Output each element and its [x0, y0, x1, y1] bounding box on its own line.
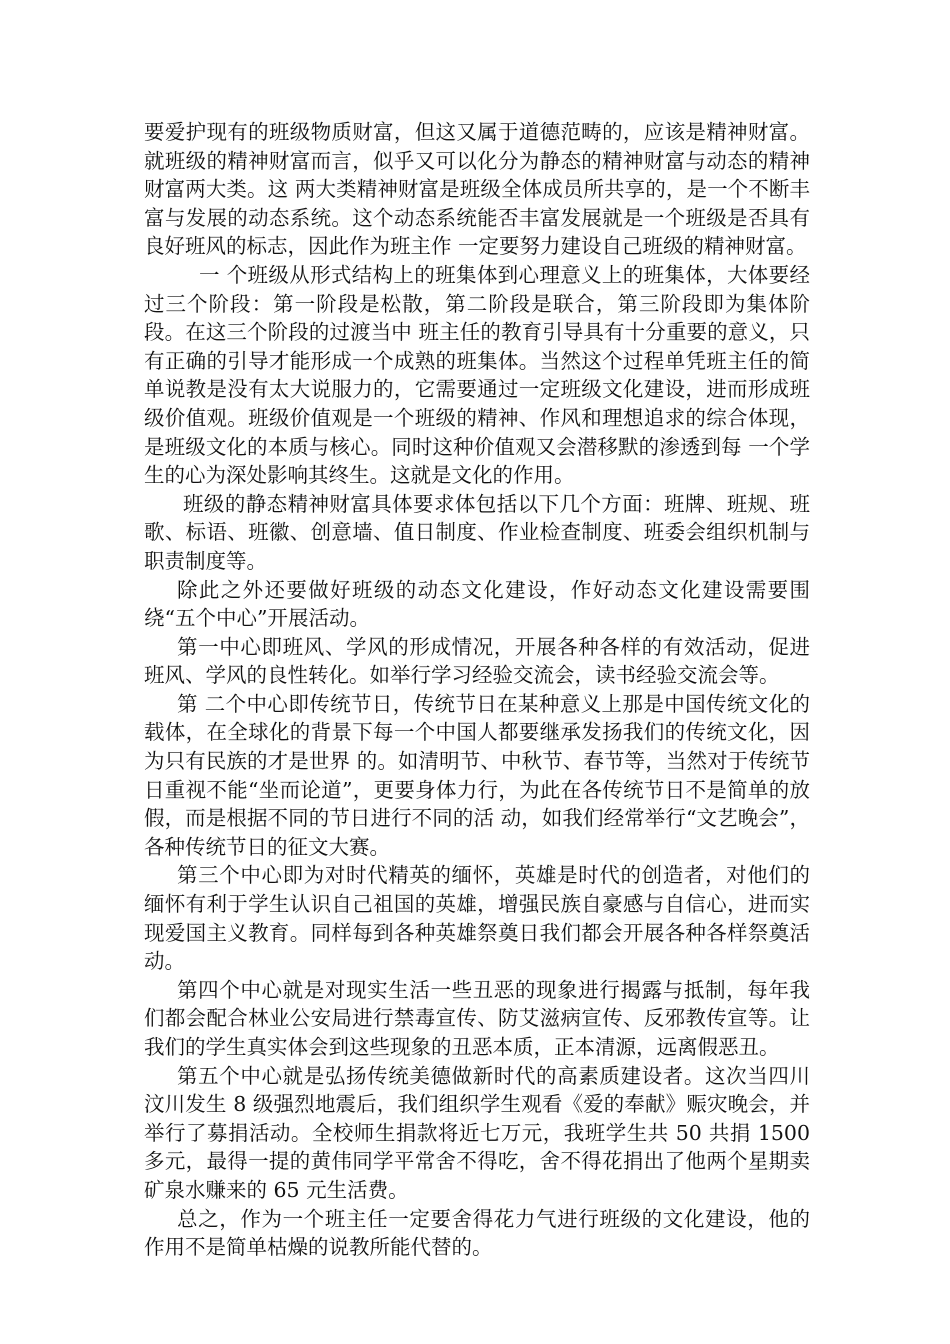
paragraph-class-stages: 一 个班级从形式结构上的班集体到心理意义上的班集体，大体要经过三个阶段：第一阶段是松散，第二阶段是联合，第三阶段即为集体阶段。在这三个阶段的过渡当中 班主任的教育引导具有十分重要的意义，只有正确的引导才能形成一个成熟的班集体。当然这个过程单凭班主任的简单说教是没有太大说服力的，它需要通过一定班级文化建设，进而形成班级价值观。班级价值观是一个班级的精神、作风和理想追求的综合体现，是班级文化的本质与核心。同时这种价值观又会潜移默的渗透到每 一个学生的心为深处影响其终生。这就是文化的作用。 [144, 262, 810, 488]
paragraph-static-wealth: 班级的静态精神财富具体要求体包括以下几个方面：班牌、班规、班歌、标语、班徽、创意墙、值日制度、作业检查制度、班委会组织机制与职责制度等。 [144, 491, 810, 573]
paragraph-center-two: 第 二个中心即传统节日，传统节日在某种意义上那是中国传统文化的载体，在全球化的背景下每一个中国人都要继承发扬我们的传统文化，因为只有民族的才是世界 的。如清明节、中秋节、春节等，当然对于传统节日重视不能“坐而论道”，更要身体力行，为此在各传统节日不是简单的放假，而是根据不同的节日进行不同的活 动，如我们经常举行“文艺晚会”， 各种传统节日的征文大赛。 [144, 691, 810, 859]
paragraph-center-five: 第五个中心就是弘扬传统美德做新时代的高素质建设者。这次当四川汶川发生 8 级强烈地震后，我们组织学生观看《爱的奉献》赈灾晚会，并举行了募捐活动。全校师生捐款将近七万元，我班学生共 50 共捐 1500 多元，最得一提的黄伟同学平常舍不得吃，舍不得花捐出了他两个星期卖矿泉水赚来的 65 元生活费。 [144, 1063, 810, 1202]
paragraph-center-one: 第一中心即班风、学风的形成情况，开展各种各样的有效活动，促进班风、学风的良性转化。如举行学习经验交流会，读书经验交流会等。 [144, 634, 810, 688]
paragraph-dynamic-culture: 除此之外还要做好班级的动态文化建设，作好动态文化建设需要围绕“五个中心”开展活动。 [144, 577, 810, 631]
paragraph-center-three: 第三个中心即为对时代精英的缅怀，英雄是时代的创造者，对他们的缅怀有利于学生认识自己祖国的英雄，增强民族自豪感与自信心，进而实现爱国主义教育。同样每到各种英雄祭奠日我们都会开展各种各样祭奠活动。 [144, 863, 810, 974]
paragraph-spiritual-wealth: 要爱护现有的班级物质财富，但这又属于道德范畴的，应该是精神财富。就班级的精神财富而言，似乎又可以化分为静态的精神财富与动态的精神财富两大类。这 两大类精神财富是班级全体成员所共享的，是一个不断丰富与发展的动态系统。这个动态系统能否丰富发展就是一个班级是否具有良好班风的标志，因此作为班主作 一定要努力建设自己班级的精神财富。 [144, 120, 810, 259]
paragraph-center-four: 第四个中心就是对现实生活一些丑恶的现象进行揭露与抵制，每年我们都会配合林业公安局进行禁毒宣传、防艾滋病宣传、反邪教传宣等。让我们的学生真实体会到这些现象的丑恶本质，正本清源，远离假恶丑。 [144, 977, 810, 1059]
document-body [144, 118, 810, 1262]
paragraph-conclusion: 总之，作为一个班主任一定要舍得花力气进行班级的文化建设，他的作用不是简单枯燥的说教所能代替的。 [144, 1206, 810, 1260]
